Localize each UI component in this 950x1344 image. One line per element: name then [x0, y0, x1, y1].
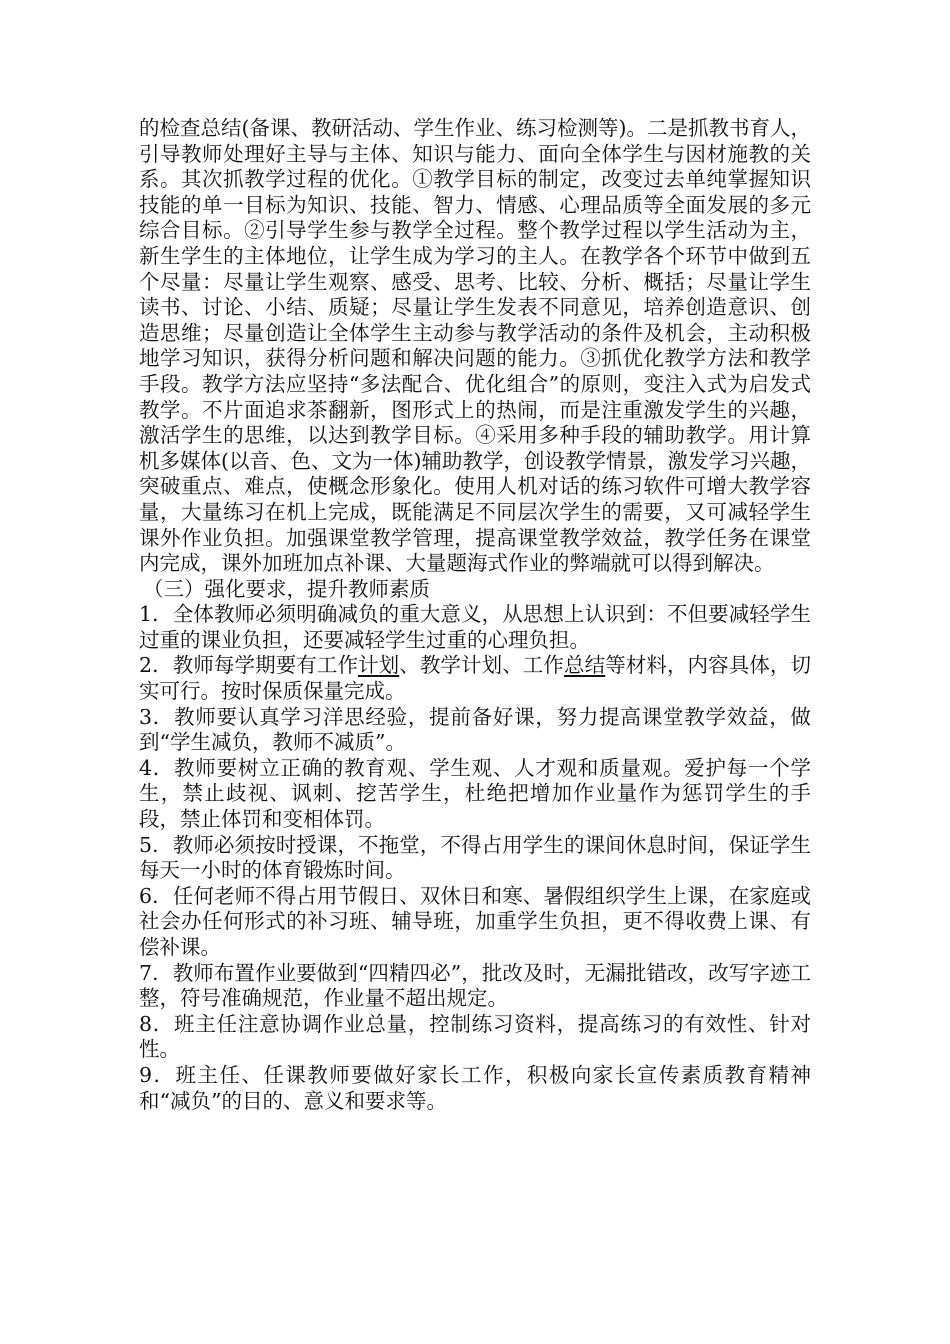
link-summary[interactable]: 总结: [564, 653, 606, 678]
list-item-2: [139, 653, 811, 704]
intro-paragraph: 的检查总结(备课、教研活动、学生作业、练习检测等)。二是抓教书育人，引导教师处理好主导与主体、知识与能力、面向全体学生与因材施教的关系。其次抓教学过程的优化。①教学目标的制定，改变过去单纯掌握知识技能的单一目标为知识、技能、智力、情感、心理品质等全面发展的多元综合目标。②引导学生参与教学全过程。整个教学过程以学生活动为主，新生学生的主体地位，让学生成为学习的主人。在教学各个环节中做到五个尽量：尽量让学生观察、感受、思考、比较、分析、概括；尽量让学生读书、讨论、小结、质疑；尽量让学生发表不同意见，培养创造意识、创造思维；尽量创造让全体学生主动参与教学活动的条件及机会，主动积极地学习知识，获得分析问题和解决问题的能力。③抓优化教学方法和教学手段。教学方法应坚持“多法配合、优化组合”的原则，变注入式为启发式教学。不片面追求茶翻新，图形式上的热闹，而是注重激发学生的兴趣，激活学生的思维，以达到教学目标。④采用多种手段的辅助教学。用计算机多媒体(以音、色、文为一体)辅助教学，创设教学情景，激发学习兴趣，突破重点、难点，使概念形象化。使用人机对话的练习软件可增大教学容量，大量练习在机上完成，既能满足不同层次学生的需要，又可减轻学生课外作业负担。加强课堂教学管理，提高课堂教学效益，教学任务在课堂内完成，课外加班加点补课、大量题海式作业的弊端就可以得到解决。: [139, 116, 811, 576]
list-item-9: 9．班主任、任课教师要做好家长工作，积极向家长宣传素质教育精神和“减负”的目的、意义和要求等。: [139, 1062, 811, 1113]
list-item-7: 7．教师布置作业要做到“四精四必”，批改及时，无漏批错改，改写字迹工整，符号准确规范，作业量不超出规定。: [139, 960, 811, 1011]
list-item-4: 4．教师要树立正确的教育观、学生观、人才观和质量观。爱护每一个学生，禁止歧视、讽刺、挖苦学生，杜绝把增加作业量作为惩罚学生的手段，禁止体罚和变相体罚。: [139, 755, 811, 832]
list-item-2-prefix: 2．教师每学期要有工作: [139, 653, 359, 678]
list-item-8: 8．班主任注意协调作业总量，控制练习资料，提高练习的有效性、针对性。: [139, 1011, 811, 1062]
section-heading: （三）强化要求，提升教师素质: [143, 576, 430, 601]
list-item-2-mid: 、教学计划、工作: [399, 653, 564, 678]
document-page: [139, 116, 811, 1114]
list-item-5: 5．教师必须按时授课，不拖堂，不得占用学生的课间休息时间，保证学生每天一小时的体育锻炼时间。: [139, 832, 811, 883]
list-item-1: 1．全体教师必须明确减负的重大意义，从思想上认识到：不但要减轻学生过重的课业负担，还要减轻学生过重的心理负担。: [139, 602, 811, 652]
list-item-2-suffix: 等材料，内容具体，切实可行。按时保质保量完成。: [139, 653, 812, 704]
list-item-3: 3．教师要认真学习洋思经验，提前备好课，努力提高课堂教学效益，做到“学生减负，教师不减质”。: [139, 704, 811, 755]
list-item-6: 6．任何老师不得占用节假日、双休日和寒、暑假组织学生上课，在家庭或社会办任何形式的补习班、辅导班，加重学生负担，更不得收费上课、有偿补课。: [139, 883, 811, 959]
link-plan[interactable]: 计划: [358, 653, 400, 678]
